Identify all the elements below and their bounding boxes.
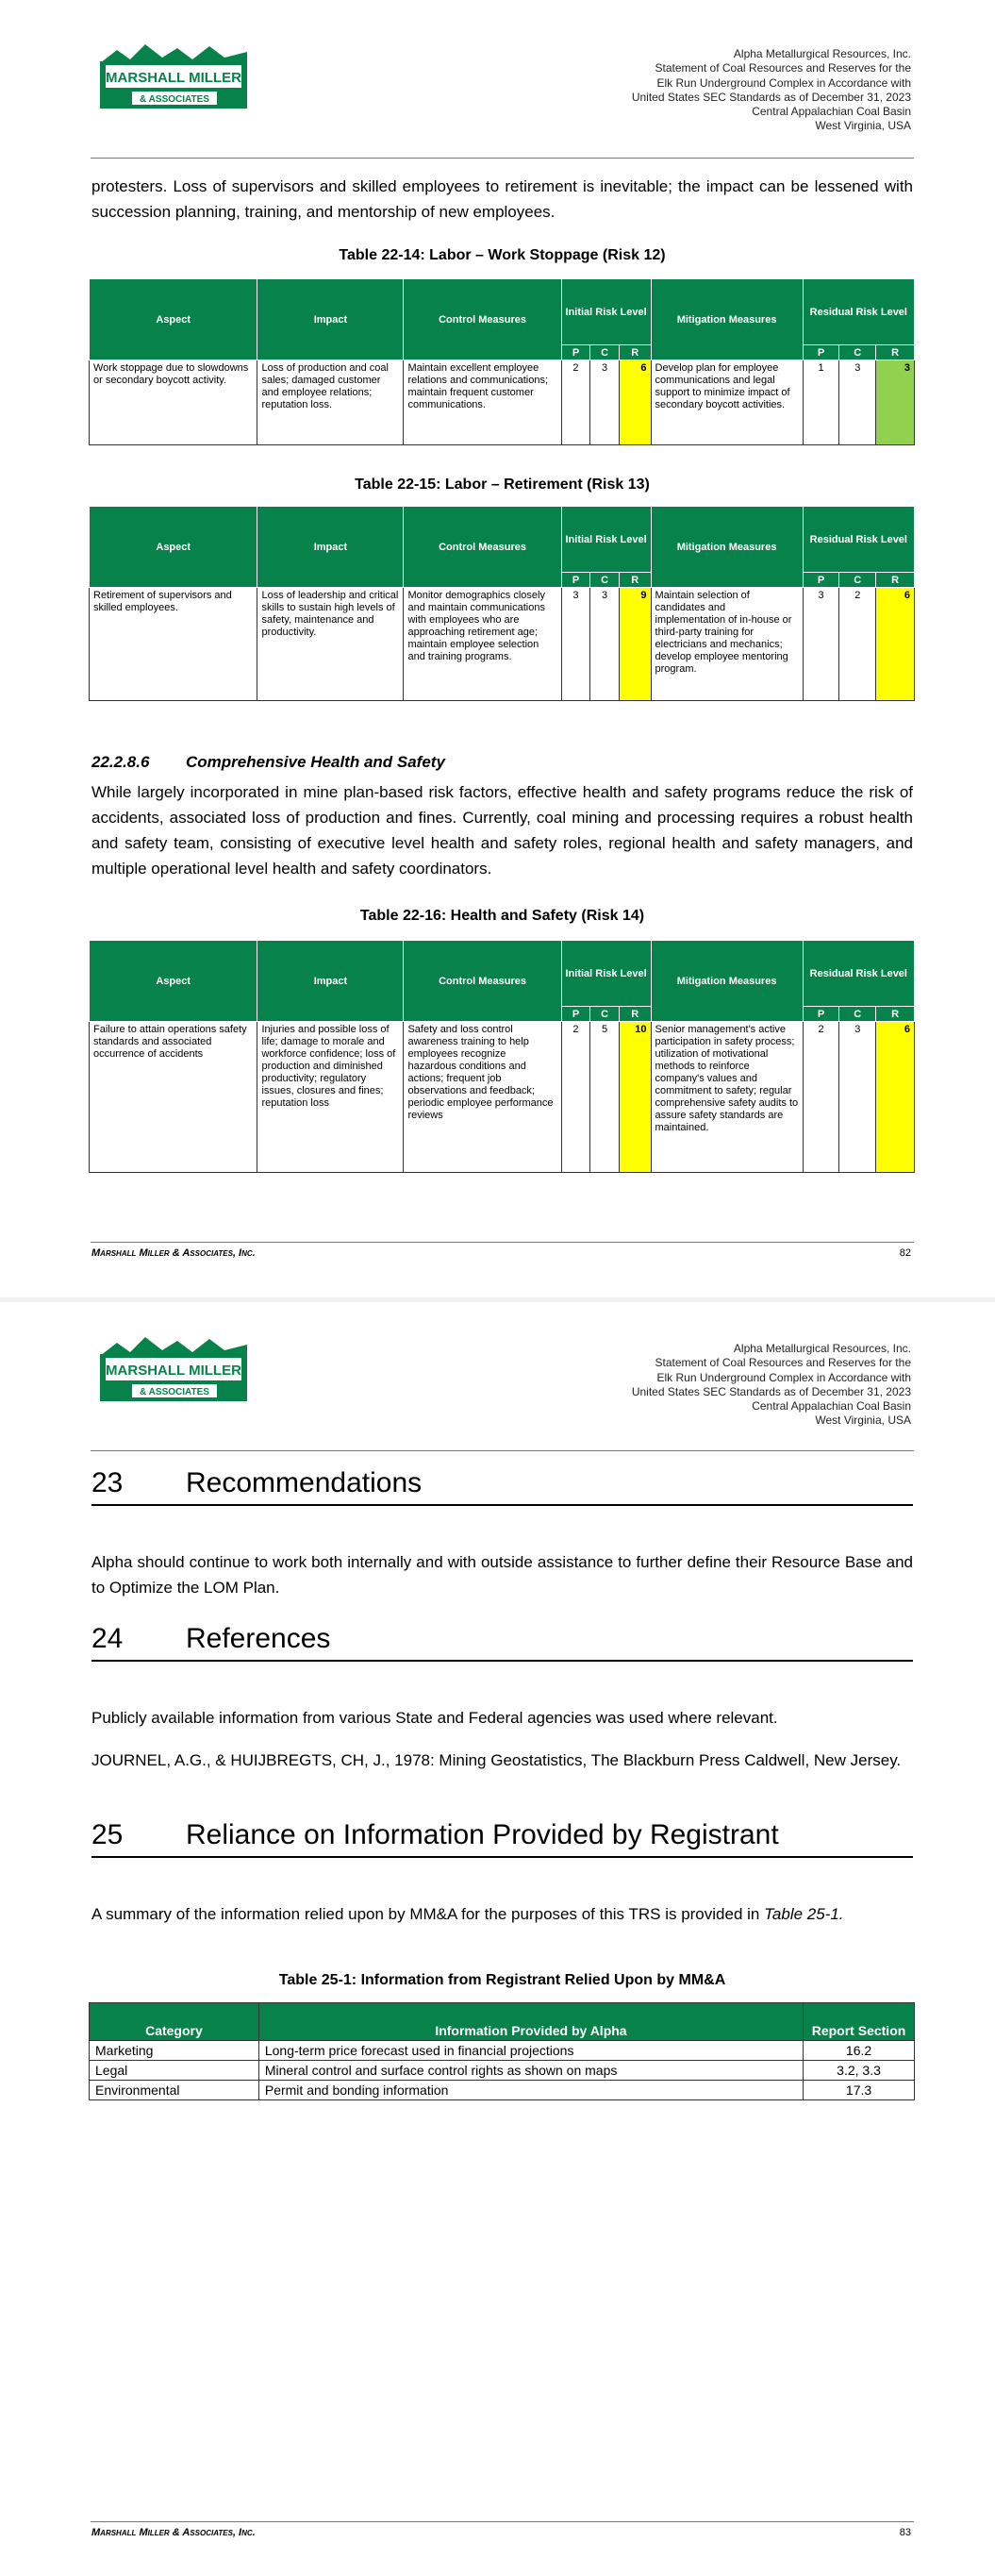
footer-rule xyxy=(91,2521,914,2522)
header-rule xyxy=(91,158,914,159)
company-logo xyxy=(98,1335,249,1403)
page-number: 82 xyxy=(899,1247,911,1259)
footer-rule xyxy=(91,1242,914,1243)
health-paragraph: While largely incorporated in mine plan-based risk factors, effective health and safety programs reduce the risk of accidents, associated loss of production and fines. Currently, coal mining and processing requires a robust health and safety team, consisting of executive level health and safety roles, regional health and safety managers, and multiple operational level health and safety coordinators. xyxy=(91,783,913,878)
header-rule xyxy=(91,1450,914,1451)
registrant-info-table: Category Information Provided by Alpha Report Section Marketing Long-term price forecast used in financial projections 16.2 Legal Mineral control and surface control rights as shown on maps 3.2, 3.3 Environmental Permit and bonding information 17.3 xyxy=(89,2002,915,2100)
svg-text:MARSHALL MILLER: MARSHALL MILLER xyxy=(106,70,241,86)
table-caption: Table 22-14: Labor – Work Stoppage (Risk 12) xyxy=(339,247,666,263)
footer-company: Marshall Miller & Associates, Inc. xyxy=(91,2527,256,2538)
table-caption: Table 22-15: Labor – Retirement (Risk 13) xyxy=(355,477,650,493)
section-25-heading: 25 Reliance on Information Provided by Registrant xyxy=(91,1815,913,1858)
risk-table-12: Aspect Impact Control Measures Initial Risk Level Mitigation Measures Residual Risk Level P C R P C R Work stoppage due to slowdowns or secondary boycott activity. Loss of production and coal sales; damaged customer and employee relations; reputation loss. Maintain excellent employee relations and communications; maintain frequent customer communications. 2 3 6 Develop plan for employee communications and legal support to minimize impact of secondary boycott activities. 1 3 3 xyxy=(89,278,915,445)
section-23-heading: 23 Recommendations xyxy=(91,1463,913,1506)
table-caption: Table 25-1: Information from Registrant Relied Upon by MM&A xyxy=(278,1972,726,1988)
subsection-heading: 22.2.8.6 Comprehensive Health and Safety xyxy=(91,753,445,771)
page-number: 83 xyxy=(899,2527,911,2538)
table-row: Legal Mineral control and surface control rights as shown on maps 3.2, 3.3 xyxy=(90,2061,915,2081)
reference-entry: JOURNEL, A.G., & HUIJBREGTS, CH, J., 1978: Mining Geostatistics, The Blackburn Press Caldwell, New Jersey. xyxy=(91,1751,902,1769)
svg-text:& ASSOCIATES: & ASSOCIATES xyxy=(140,94,209,105)
footer-company: Marshall Miller & Associates, Inc. xyxy=(91,1247,256,1259)
section-23-text: Alpha should continue to work both internally and with outside assistance to further define their Resource Base and to Optimize the LOM Plan. xyxy=(91,1553,913,1597)
table-row: Environmental Permit and bonding information 17.3 xyxy=(90,2081,915,2100)
intro-paragraph: protesters. Loss of supervisors and skilled employees to retirement is inevitable; the impact can be lessened with succession planning, training, and mentorship of new employees. xyxy=(91,177,913,221)
table-row: Work stoppage due to slowdowns or secondary boycott activity. Loss of production and coal sales; damaged customer and employee relations; reputation loss. Maintain excellent employee relations and communications; maintain frequent customer communications. 2 3 6 Develop plan for employee communications and legal support to minimize impact of secondary boycott activities. 1 3 3 xyxy=(90,360,915,445)
company-logo xyxy=(98,42,249,110)
table-row: Retirement of supervisors and skilled employees. Loss of leadership and critical skills to sustain high levels of safety, maintenance and productivity. Monitor demographics closely and maintain communications with employees who are approaching retirement age; maintain employee selection and training programs. 3 3 9 Maintain selection of candidates and implementation of in-house or third-party training for electricians and mechanics; develop employee mentoring program. 3 2 6 xyxy=(90,588,915,701)
risk-table-14: Aspect Impact Control Measures Initial Risk Level Mitigation Measures Residual Risk Level P C R P C R Failure to attain operations safety standards and associated occurrence of accidents Injuries and possible loss of life; damage to morale and workforce confidence; loss of production and diminished productivity; regulatory issues, closures and fines; reputation loss Safety and loss control awareness training to help employees recognize hazardous conditions and actions; frequent job observations and feedback; periodic employee performance reviews 2 5 10 Senior management's active participation in safety process; utilization of motivational methods to reinforce company's values and commitment to safety; regular comprehensive safety audits to assure safety standards are maintained. 2 3 6 xyxy=(89,940,915,1173)
table-row: Marketing Long-term price forecast used in financial projections 16.2 xyxy=(90,2041,915,2061)
page-header: Alpha Metallurgical Resources, Inc. Statement of Coal Resources and Reserves for the Elk Run Underground Complex in Accordance with United States SEC Standards as of December 31, 2023 Central Appalachian Coal Basin West Virginia, USA xyxy=(631,47,911,133)
section-24-heading: 24 References xyxy=(91,1618,913,1662)
table-caption: Table 22-16: Health and Safety (Risk 14) xyxy=(359,908,645,924)
page-83 xyxy=(0,1302,995,2576)
section-25-text: A summary of the information relied upon by MM&A for the purposes of this TRS is provided in Table 25-1. xyxy=(91,1905,844,1923)
table-row: Failure to attain operations safety standards and associated occurrence of accidents Injuries and possible loss of life; damage to morale and workforce confidence; loss of production and diminished productivity; regulatory issues, closures and fines; reputation loss Safety and loss control awareness training to help employees recognize hazardous conditions and actions; frequent job observations and feedback; periodic employee performance reviews 2 5 10 Senior management's active participation in safety process; utilization of motivational methods to reinforce company's values and commitment to safety; regular comprehensive safety audits to assure safety standards are maintained. 2 3 6 xyxy=(90,1022,915,1173)
svg-text:MARSHALL MILLER: MARSHALL MILLER xyxy=(106,1363,241,1379)
risk-table-13: Aspect Impact Control Measures Initial Risk Level Mitigation Measures Residual Risk Level P C R P C R Retirement of supervisors and skilled employees. Loss of leadership and critical skills to sustain high levels of safety, maintenance and productivity. Monitor demographics closely and maintain communications with employees who are approaching retirement age; maintain employee selection and training programs. 3 3 9 Maintain selection of candidates and implementation of in-house or third-party training for electricians and mechanics; develop employee mentoring program. 3 2 6 xyxy=(89,506,915,701)
svg-text:& ASSOCIATES: & ASSOCIATES xyxy=(140,1387,209,1397)
section-24-text: Publicly available information from various State and Federal agencies was used where relevant. xyxy=(91,1709,778,1727)
page-header: Alpha Metallurgical Resources, Inc. Statement of Coal Resources and Reserves for the Elk Run Underground Complex in Accordance with United States SEC Standards as of December 31, 2023 Central Appalachian Coal Basin West Virginia, USA xyxy=(631,1342,911,1428)
